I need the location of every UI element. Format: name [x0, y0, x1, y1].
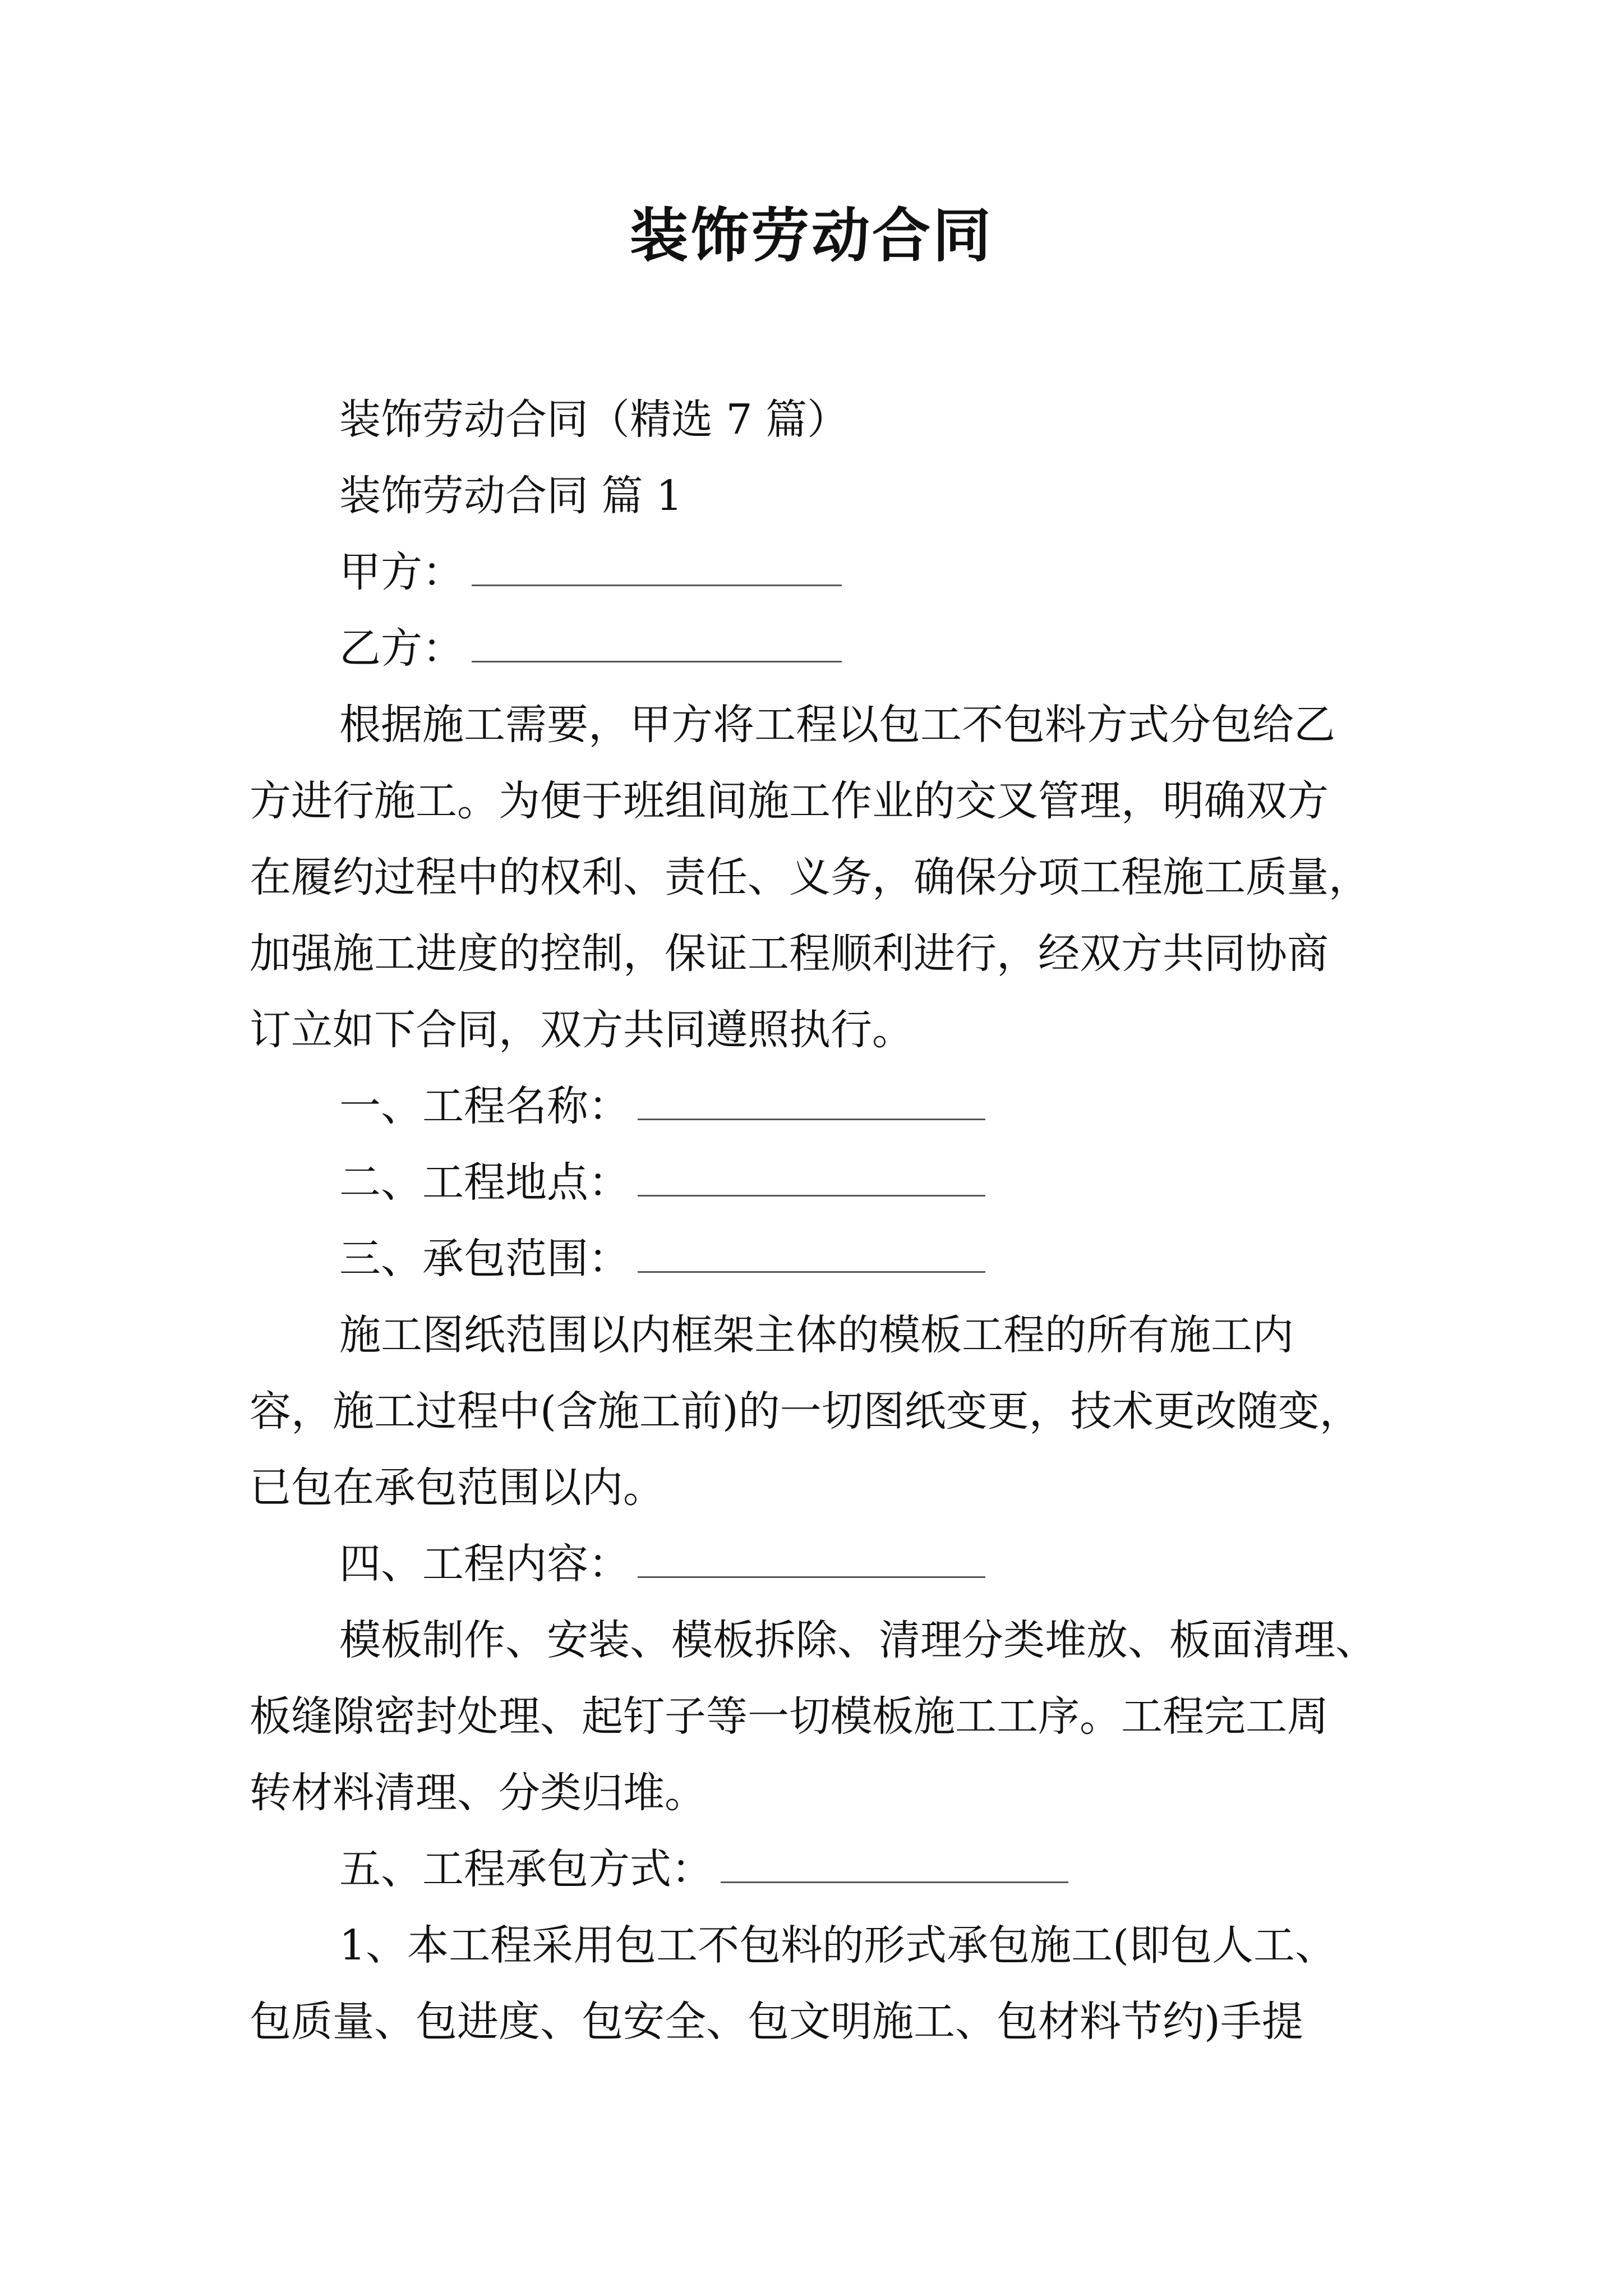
content-line-2: 板缝隙密封处理、起钉子等一切模板施工工序。工程完工周: [250, 1692, 1329, 1741]
party-a-row: [250, 534, 1388, 610]
project-location-blank: [638, 1172, 985, 1197]
document-subtitle: 装饰劳动合同（精选 7 篇）: [339, 395, 849, 444]
method-label: 五、工程承包方式：: [339, 1845, 713, 1893]
content-line-3: 转材料清理、分类归堆。: [250, 1769, 706, 1817]
intro-line-2: 方进行施工。为便于班组间施工作业的交叉管理，明确双方: [250, 777, 1329, 825]
document-body: [250, 381, 1388, 2060]
content-label: 四、工程内容：: [339, 1540, 630, 1588]
party-b-row: [250, 610, 1388, 687]
project-name-row: [250, 1068, 1388, 1144]
content-blank: [638, 1554, 985, 1578]
scope-line-1: 施工图纸范围以内框架主体的模板工程的所有施工内: [339, 1311, 1294, 1359]
intro-line-5: 订立如下合同，双方共同遵照执行。: [250, 1006, 914, 1054]
party-a-blank: [472, 562, 842, 586]
project-location-label: 二、工程地点：: [339, 1158, 630, 1207]
project-location-row: [250, 1144, 1388, 1221]
party-b-label: 乙方：: [339, 624, 464, 673]
scope-row: [250, 1221, 1388, 1297]
party-a-label: 甲方：: [339, 548, 464, 596]
intro-line-3: 在履约过程中的权利、责任、义务，确保分项工程施工质量，: [250, 853, 1370, 901]
intro-line-4: 加强施工进度的控制，保证工程顺利进行，经双方共同协商: [250, 930, 1329, 978]
content-row: [250, 1526, 1388, 1602]
method-line-2: 包质量、包进度、包安全、包文明施工、包材料节约)手提: [250, 1998, 1303, 2046]
section-heading: 装饰劳动合同 篇 1: [339, 472, 683, 520]
scope-label: 三、承包范围：: [339, 1235, 630, 1283]
method-line-1: 1、本工程采用包工不包料的形式承包施工(即包人工、: [339, 1921, 1336, 1970]
method-blank: [721, 1859, 1068, 1883]
scope-line-3: 已包在承包范围以内。: [250, 1464, 665, 1512]
project-name-blank: [638, 1096, 985, 1120]
method-row: [250, 1831, 1388, 1907]
content-line-1: 模板制作、安装、模板拆除、清理分类堆放、板面清理、: [339, 1616, 1377, 1664]
party-b-blank: [472, 638, 842, 662]
intro-line-1: 根据施工需要，甲方将工程以包工不包料方式分包给乙: [339, 701, 1335, 749]
document-title: 装饰劳动合同: [629, 201, 993, 270]
scope-line-2: 容，施工过程中(含施工前)的一切图纸变更，技术更改随变，: [250, 1387, 1361, 1435]
scope-blank: [638, 1249, 985, 1273]
project-name-label: 一、工程名称：: [339, 1082, 630, 1130]
